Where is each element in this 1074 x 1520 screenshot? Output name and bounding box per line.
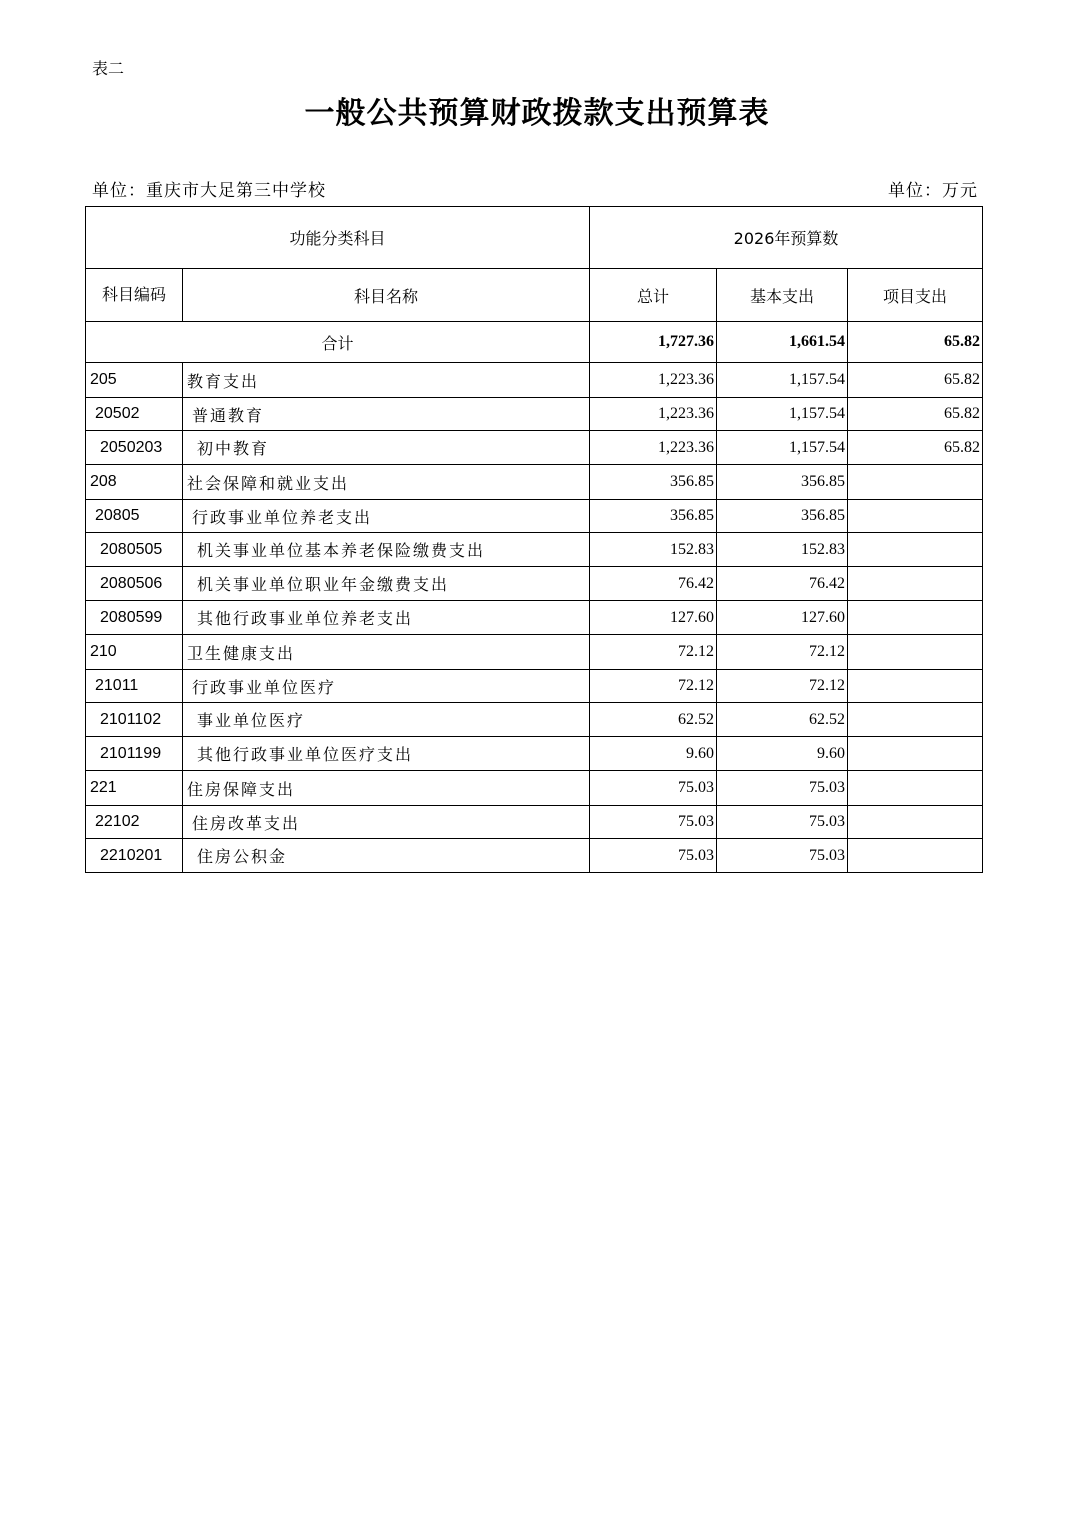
row-name: 机关事业单位基本养老保险缴费支出 [183,533,590,567]
row-total: 76.42 [590,567,717,601]
table-row [86,806,983,839]
row-total: 72.12 [590,635,717,670]
table-row [86,465,983,500]
row-code: 20805 [86,500,183,533]
row-total: 356.85 [590,500,717,533]
table-row [86,398,983,431]
row-basic: 152.83 [717,533,848,567]
row-name: 住房改革支出 [183,806,590,839]
row-code: 22102 [86,806,183,839]
row-name: 住房公积金 [183,839,590,873]
project-header: 项目支出 [848,269,983,322]
row-code: 208 [86,465,183,500]
row-total: 356.85 [590,465,717,500]
row-project [848,500,983,533]
table-row [86,737,983,771]
table-row [86,363,983,398]
basic-header: 基本支出 [717,269,848,322]
currency-unit: 单位：万元 [888,181,978,201]
row-project: 65.82 [848,398,983,431]
row-project [848,670,983,703]
row-basic: 356.85 [717,465,848,500]
row-name: 教育支出 [183,363,590,398]
row-project [848,567,983,601]
row-code: 210 [86,635,183,670]
row-project [848,601,983,635]
row-basic: 72.12 [717,635,848,670]
document-title: 一般公共预算财政拨款支出预算表 [304,96,770,131]
row-project [848,839,983,873]
header-row-1 [86,207,983,269]
row-name: 其他行政事业单位养老支出 [183,601,590,635]
row-name: 事业单位医疗 [183,703,590,737]
row-project [848,635,983,670]
row-code: 2080506 [86,567,183,601]
row-project [848,533,983,567]
table-row [86,703,983,737]
row-name: 行政事业单位医疗 [183,670,590,703]
organization-unit: 单位：重庆市大足第三中学校 [92,181,326,201]
row-total: 1,223.36 [590,363,717,398]
table-row [86,635,983,670]
row-total: 127.60 [590,601,717,635]
row-total: 1,223.36 [590,398,717,431]
row-code: 21011 [86,670,183,703]
summary-row [86,322,983,363]
row-code: 2101102 [86,703,183,737]
row-code: 221 [86,771,183,806]
row-total: 152.83 [590,533,717,567]
row-code: 2050203 [86,431,183,465]
row-name: 其他行政事业单位医疗支出 [183,737,590,771]
table-row [86,839,983,873]
row-name: 住房保障支出 [183,771,590,806]
func-class-header: 功能分类科目 [86,207,590,269]
row-total: 75.03 [590,771,717,806]
row-name: 行政事业单位养老支出 [183,500,590,533]
row-code: 2080505 [86,533,183,567]
row-project [848,737,983,771]
table-row [86,771,983,806]
row-name: 机关事业单位职业年金缴费支出 [183,567,590,601]
row-project: 65.82 [848,431,983,465]
row-code: 20502 [86,398,183,431]
budget-year-header: 2026年预算数 [590,207,983,269]
table-row [86,500,983,533]
row-code: 205 [86,363,183,398]
row-name: 卫生健康支出 [183,635,590,670]
row-basic: 356.85 [717,500,848,533]
summary-project: 65.82 [848,322,983,363]
row-name: 普通教育 [183,398,590,431]
name-header: 科目名称 [183,269,590,322]
budget-table [85,206,983,873]
row-basic: 1,157.54 [717,431,848,465]
row-code: 2210201 [86,839,183,873]
summary-total: 1,727.36 [590,322,717,363]
row-basic: 75.03 [717,771,848,806]
row-basic: 62.52 [717,703,848,737]
row-project [848,771,983,806]
code-header: 科目编码 [86,269,183,322]
table-row [86,567,983,601]
row-basic: 127.60 [717,601,848,635]
row-total: 9.60 [590,737,717,771]
row-project [848,806,983,839]
table-row [86,533,983,567]
row-basic: 72.12 [717,670,848,703]
row-basic: 76.42 [717,567,848,601]
table-row [86,431,983,465]
row-basic: 1,157.54 [717,398,848,431]
row-basic: 9.60 [717,737,848,771]
row-code: 2101199 [86,737,183,771]
row-basic: 1,157.54 [717,363,848,398]
row-name: 初中教育 [183,431,590,465]
row-total: 75.03 [590,806,717,839]
total-header: 总计 [590,269,717,322]
summary-basic: 1,661.54 [717,322,848,363]
table-number: 表二 [92,59,125,78]
row-total: 72.12 [590,670,717,703]
table-row [86,670,983,703]
row-total: 1,223.36 [590,431,717,465]
row-project: 65.82 [848,363,983,398]
row-total: 75.03 [590,839,717,873]
row-project [848,465,983,500]
header-row-2 [86,269,983,322]
summary-label: 合计 [86,322,590,363]
row-basic: 75.03 [717,806,848,839]
row-code: 2080599 [86,601,183,635]
row-total: 62.52 [590,703,717,737]
row-name: 社会保障和就业支出 [183,465,590,500]
row-basic: 75.03 [717,839,848,873]
table-row [86,601,983,635]
row-project [848,703,983,737]
